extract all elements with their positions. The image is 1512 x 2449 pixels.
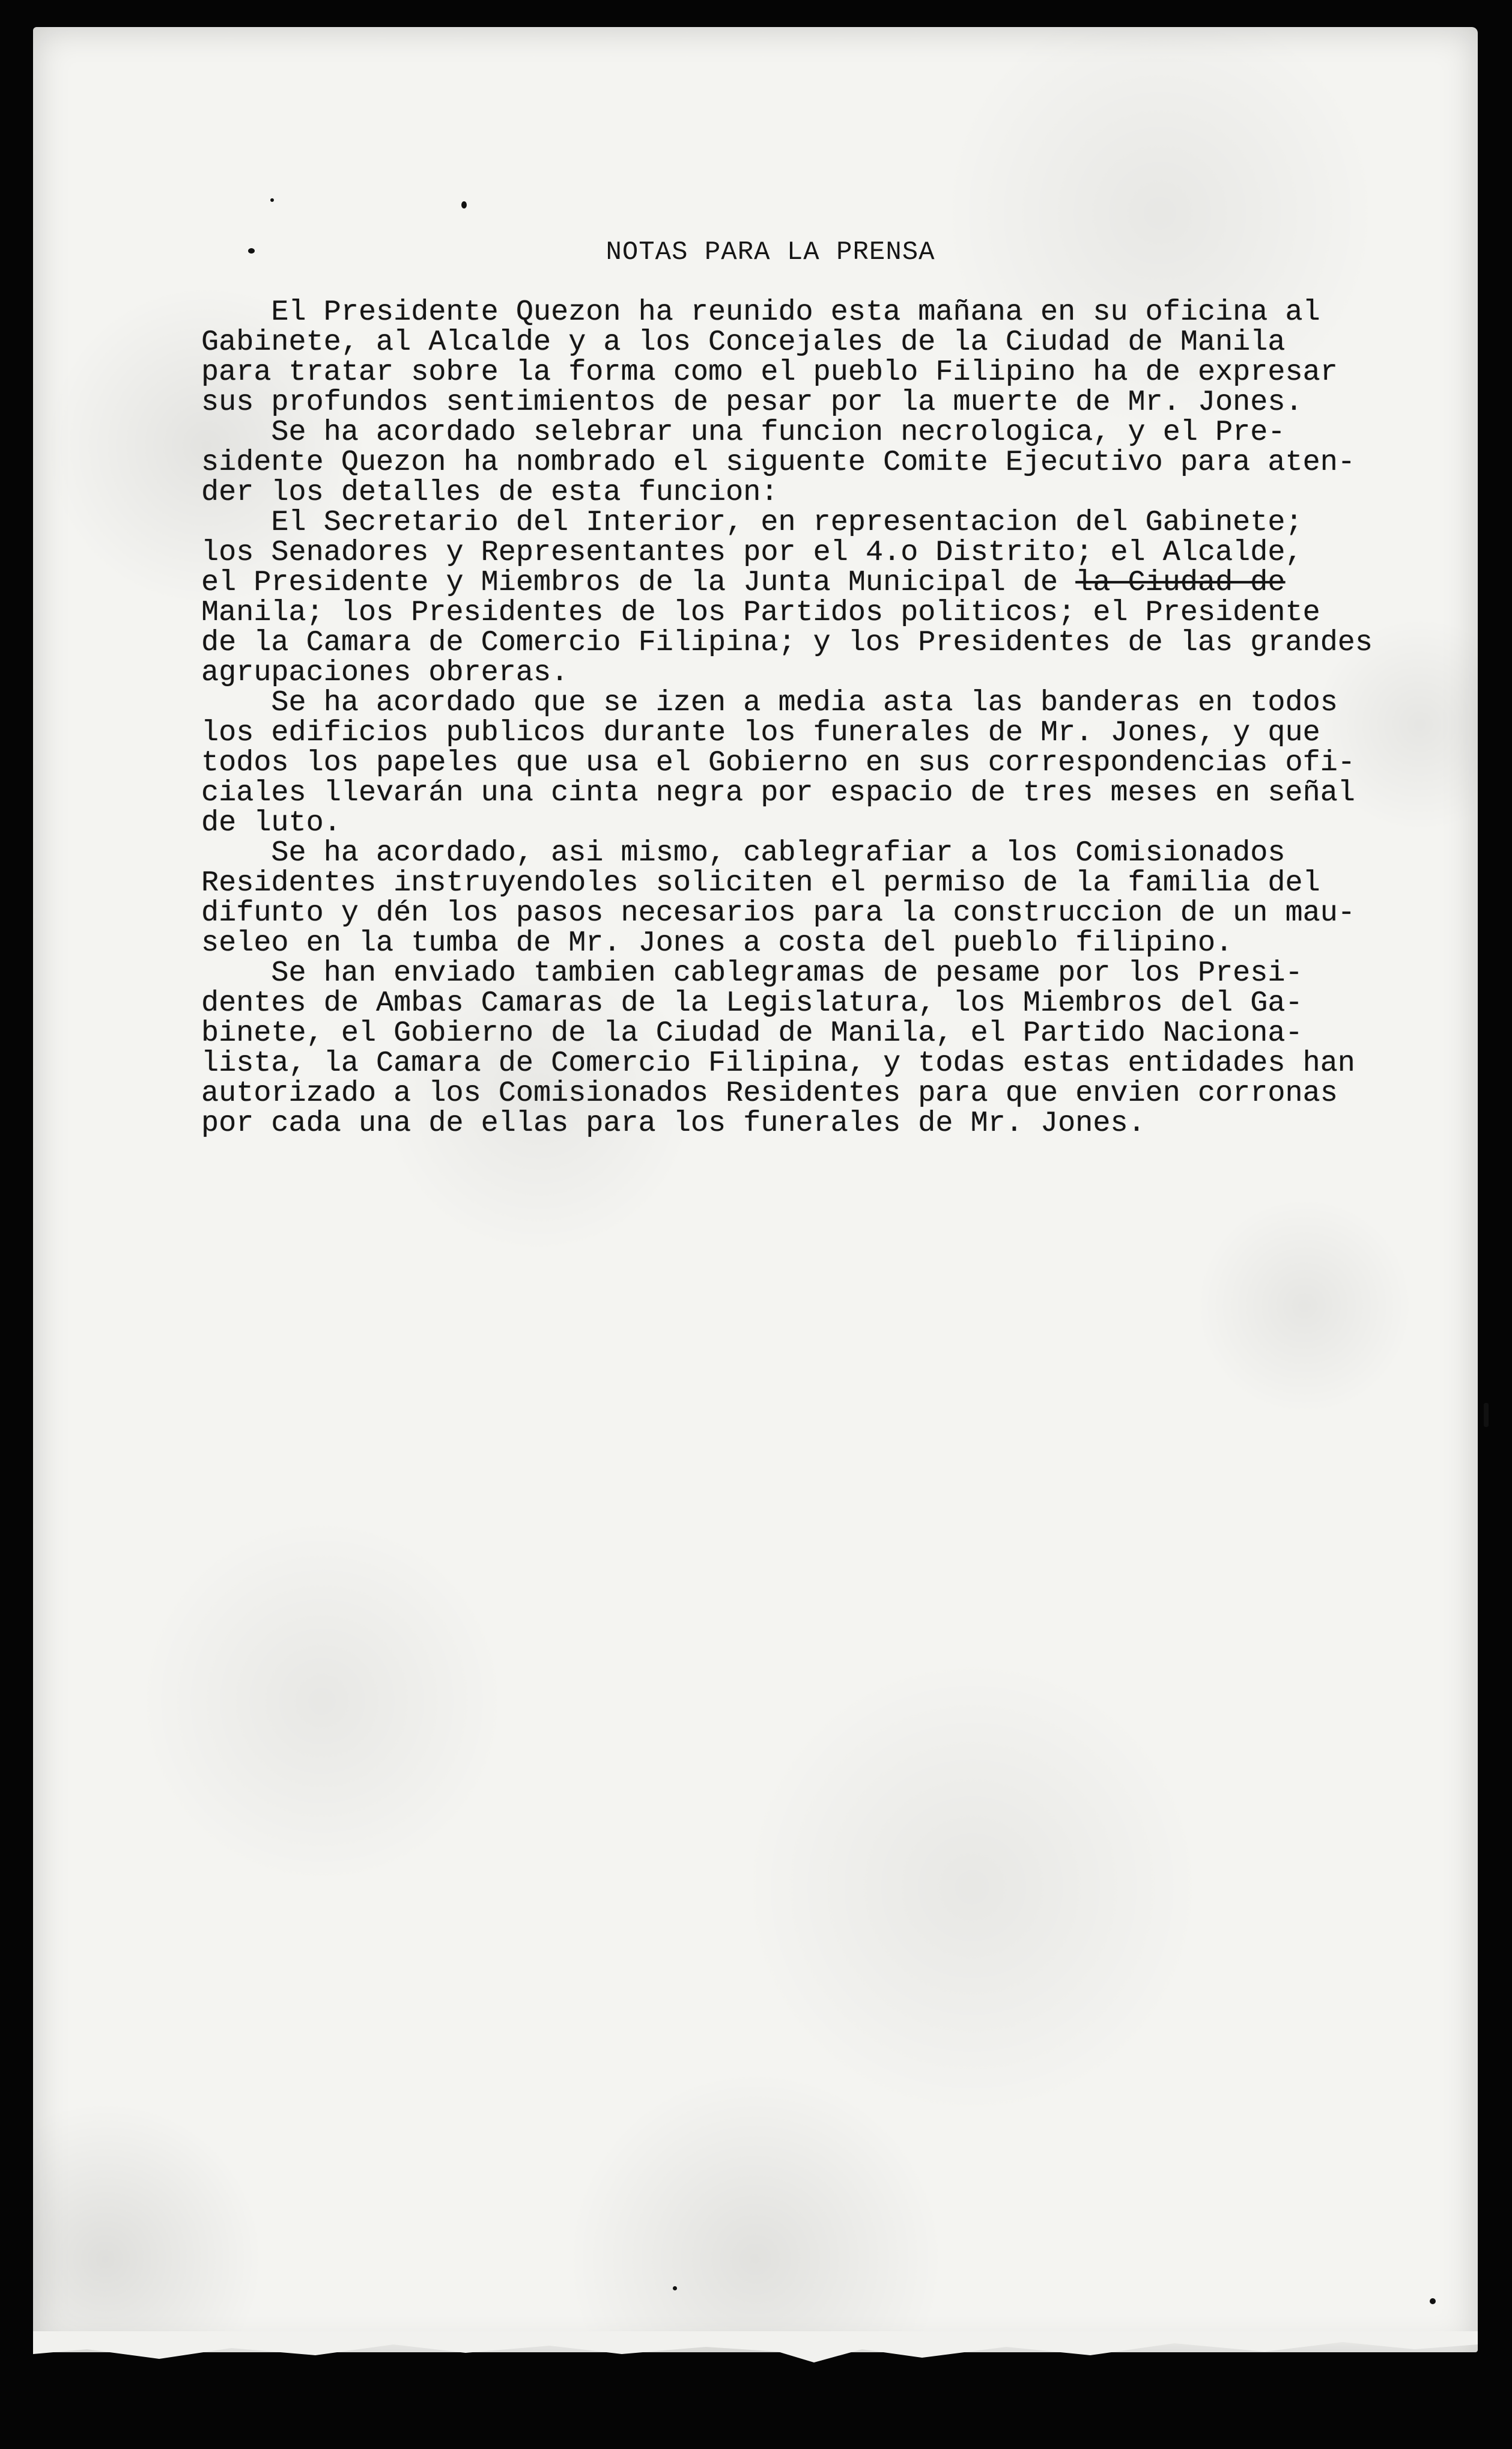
text-line: sus profundos sentimientos de pesar por la muerte de Mr. Jones. [201,386,1303,419]
text-line: El Secretario del Interior, en representacion del Gabinete; [201,506,1303,539]
text-line: los Senadores y Representantes por el 4.o Distrito; el Alcalde, [201,536,1303,569]
struck-text: la Ciudad de [1075,566,1286,599]
text-line: ciales llevarán una cinta negra por espacio de tres meses en señal [201,776,1355,809]
document-body [201,297,1463,1139]
text-line: Se ha acordado que se izen a media asta las banderas en todos [201,686,1338,719]
text-line: dentes de Ambas Camaras de la Legislatura, los Miembros del Ga- [201,987,1303,1020]
ink-speck [673,2286,677,2290]
text-line: los edificios publicos durante los funerales de Mr. Jones, y que [201,716,1320,749]
text-line: para tratar sobre la forma como el pueblo Filipino ha de expresar [201,356,1338,389]
ink-speck [1484,1403,1489,1427]
text-line: autorizado a los Comisionados Residentes para que envien corronas [201,1077,1338,1110]
text-line: por cada una de ellas para los funerales de Mr. Jones. [201,1107,1146,1140]
text-line: Se han enviado tambien cablegramas de pesame por los Presi- [201,957,1303,990]
text-line: Manila; los Presidentes de los Partidos politicos; el Presidente [201,596,1320,629]
ink-speck [248,248,255,254]
torn-bottom-edge [33,2331,1478,2367]
text-line: de luto. [201,806,341,839]
text-line: el Presidente y Miembros de la Junta Municipal de la Ciudad de [201,566,1286,599]
text-line: seleo en la tumba de Mr. Jones a costa del pueblo filipino. [201,926,1233,960]
ink-speck [270,198,274,202]
document-title: NOTAS PARA LA PRENSA [606,237,935,267]
text-line: El Presidente Quezon ha reunido esta mañana en su oficina al [201,296,1320,329]
ink-speck [461,201,467,208]
text-line: binete, el Gobierno de la Ciudad de Manila, el Partido Naciona- [201,1017,1303,1050]
text-line: Se ha acordado, asi mismo, cablegrafiar a los Comisionados [201,836,1286,869]
paper-sheet [33,27,1478,2352]
text-line: Se ha acordado selebrar una funcion necrologica, y el Pre- [201,416,1286,449]
text-line: de la Camara de Comercio Filipina; y los Presidentes de las grandes [201,626,1373,659]
text-line: Residentes instruyendoles soliciten el permiso de la familia del [201,866,1320,899]
text-line: der los detalles de esta funcion: [201,476,779,509]
text-line: difunto y dén los pasos necesarios para la construccion de un mau- [201,896,1355,929]
text-line: sidente Quezon ha nombrado el siguente Comite Ejecutivo para aten- [201,446,1355,479]
text-line: lista, la Camara de Comercio Filipina, y todas estas entidades han [201,1047,1355,1080]
text-line: todos los papeles que usa el Gobierno en sus correspondencias ofi- [201,746,1355,779]
ink-speck [1430,2298,1436,2304]
text-line: Gabinete, al Alcalde y a los Concejales de la Ciudad de Manila [201,326,1286,359]
text-line: agrupaciones obreras. [201,656,569,689]
